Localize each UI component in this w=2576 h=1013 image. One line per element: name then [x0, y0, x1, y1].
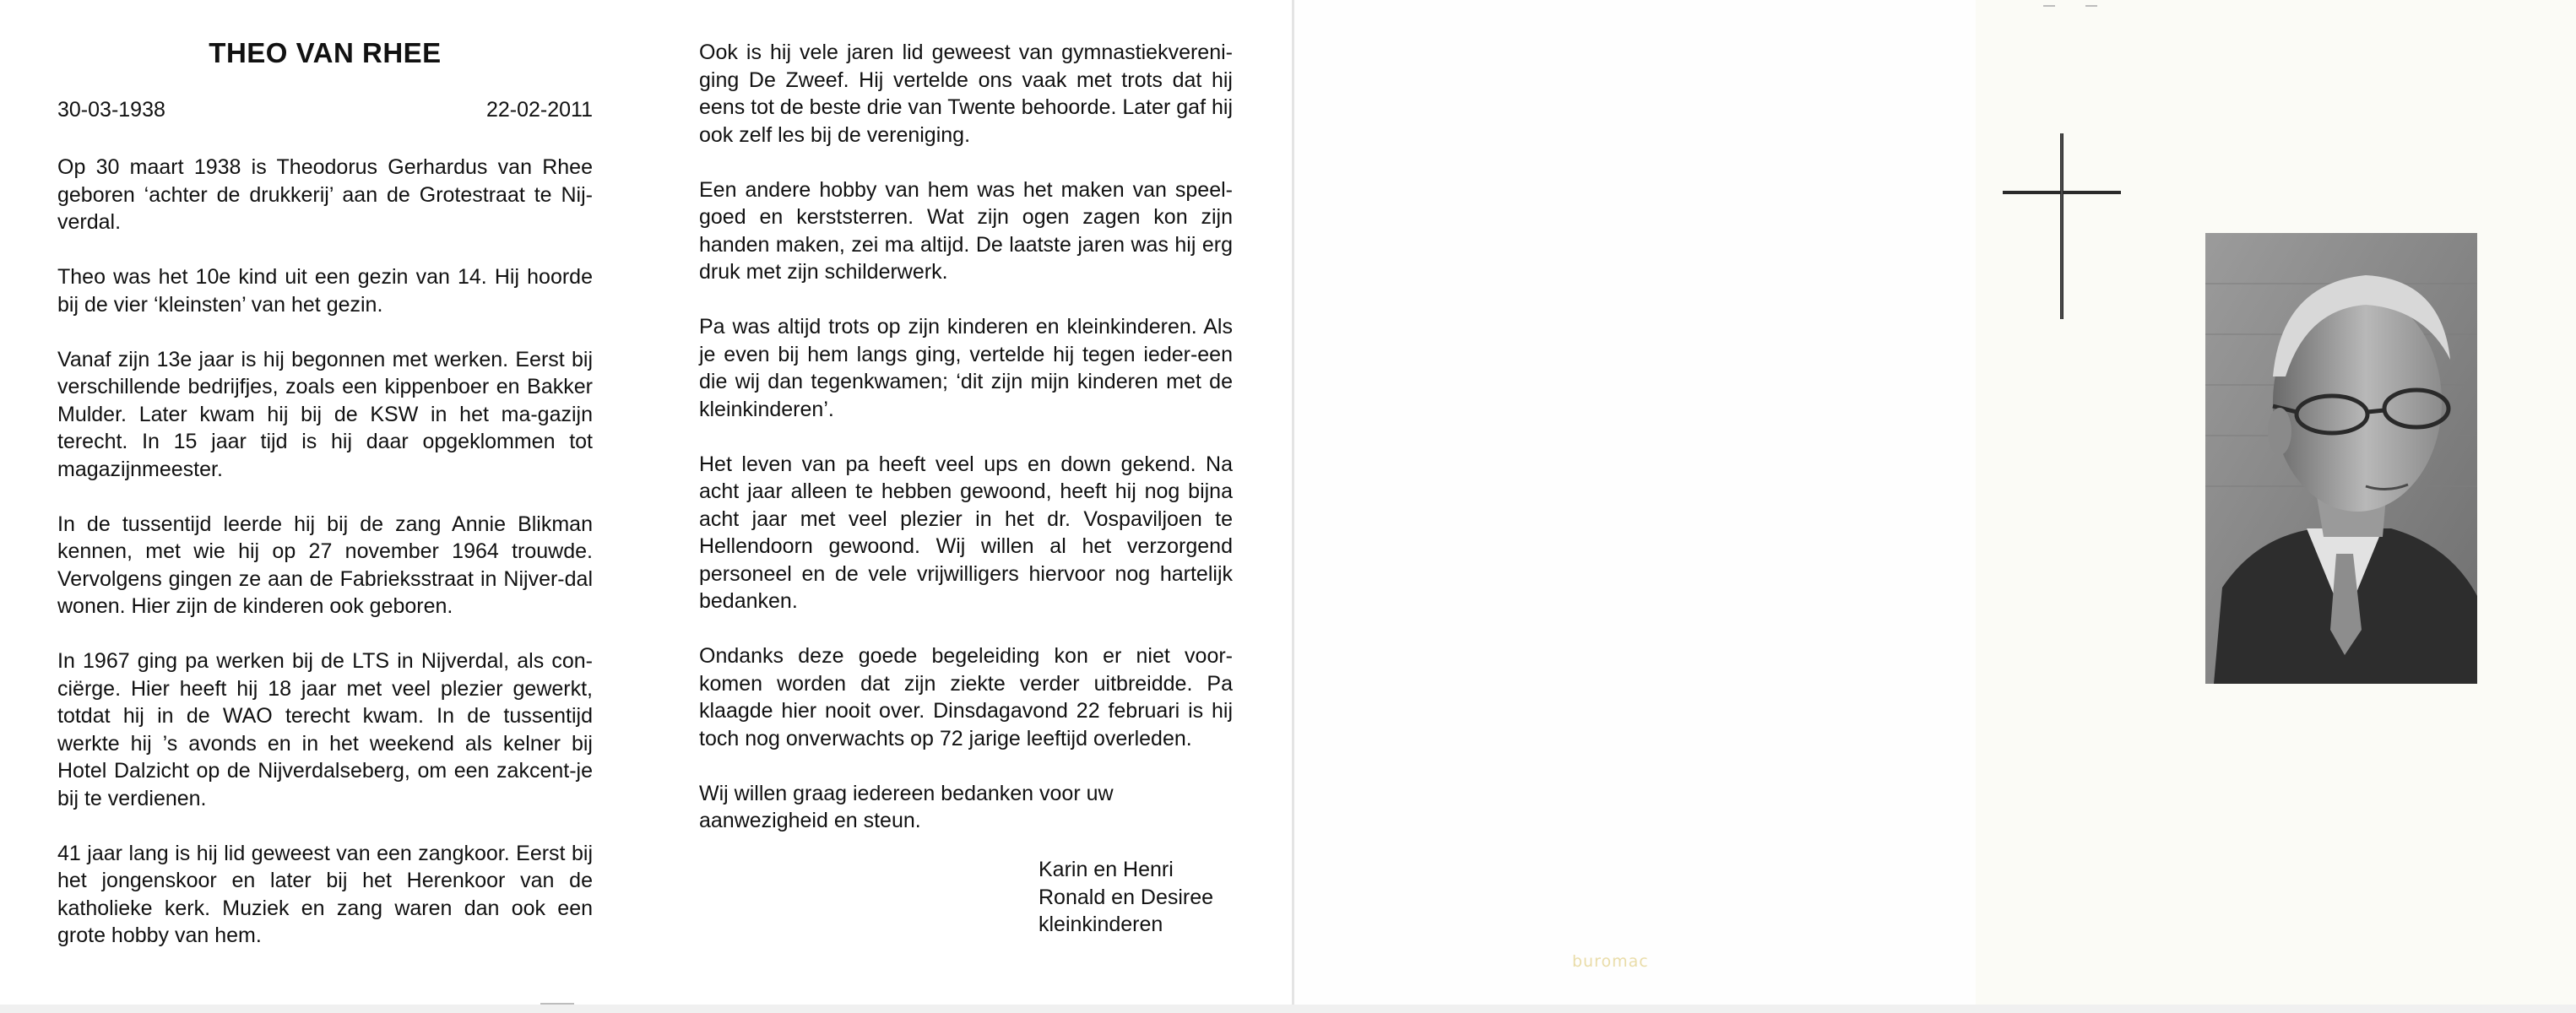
signoff-line: Ronald en Desiree	[1039, 885, 1214, 909]
biography-paragraph: 41 jaar lang is hij lid geweest van een zangkoor. Eerst bij het jongenskoor en later bij het Herenkoor van de katholieke kerk. Muziek en zang waren dan ook een grote hobby van hem.	[57, 841, 593, 947]
life-dates	[57, 98, 593, 125]
biography-paragraph: Het leven van pa heeft veel ups en down gekend. Na acht jaar alleen te hebben gewoond, heeft hij nog bijna acht jaar met veel plezier in het dr. Vospaviljoen te Hellendoorn gewoond. Wij willen al het verzorgend personeel en de vele vrijwilligers hiervoor nog hartelijk bedanken.	[699, 452, 1233, 613]
biography-paragraph: Op 30 maart 1938 is Theodorus Gerhardus van Rhee geboren ‘achter de drukkerij’ aan de Grotestraat te Nij-verdal.	[57, 155, 593, 234]
trim-mark	[540, 1003, 574, 1005]
trim-mark	[2085, 5, 2097, 7]
signoff-line: Karin en Henri	[1039, 858, 1174, 881]
trim-mark	[2043, 5, 2055, 7]
portrait-photo	[2205, 233, 2477, 684]
signoff-line: kleinkinderen	[1039, 913, 1163, 936]
biography-paragraph: In de tussentijd leerde hij bij de zang Annie Blikman kennen, met wie hij op 27 november 1964 trouwde. Vervolgens gingen ze aan de Fabrieksstraat in Nijver-dal wonen. Hier zijn de kinderen ook geboren.	[57, 512, 593, 618]
thank-you-text: Wij willen graag iedereen bedanken voor uw aanwezigheid en steun.	[699, 781, 1114, 832]
biography-left-column	[57, 154, 593, 977]
printer-watermark: buromac	[1572, 952, 1649, 971]
family-signoff	[1039, 856, 1213, 939]
biography-paragraph: Vanaf zijn 13e jaar is hij begonnen met werken. Eerst bij verschillende bedrijfjes, zoals een kippenboer en Bakker Mulder. Later kwam hij bij de KSW in het ma-gazijn terecht. In 15 jaar tijd is hij daar opgeklommen tot magazijnmeester.	[57, 347, 593, 481]
biography-paragraph: Theo was het 10e kind uit een gezin van 14. Hij hoorde bij de vier ‘kleinsten’ van het gezin.	[57, 265, 593, 317]
fold-line	[1292, 0, 1294, 1013]
biography-paragraph: Pa was altijd trots op zijn kinderen en kleinkinderen. Als je even bij hem langs ging, vertelde hij tegen ieder-een die wij dan tegenkwamen; ‘dit zijn mijn kinderen met de kleinkinderen’.	[699, 315, 1233, 421]
paper-bottom-edge	[0, 1005, 2576, 1013]
biography-paragraph: Ondanks deze goede begeleiding kon er niet voor-komen worden dat zijn ziekte verder uitbreidde. Pa klaagde hier nooit over. Dinsdagavond 22 februari is hij toch nog onverwachts op 72 jarige leeftijd overleden.	[699, 644, 1233, 750]
biography-right-column	[699, 39, 1233, 835]
deceased-name: THEO VAN RHEE	[209, 37, 442, 68]
birth-date: 30-03-1938	[57, 98, 165, 122]
death-date: 22-02-2011	[485, 98, 593, 122]
biography-paragraph: Ook is hij vele jaren lid geweest van gymnastiekvereni-ging De Zweef. Hij vertelde ons vaak met trots dat hij eens tot de beste drie van Twente behoorde. Later gaf hij ook zelf les bij de vereniging.	[699, 41, 1233, 147]
cross-icon	[2003, 133, 2121, 319]
biography-paragraph: Een andere hobby van hem was het maken van speel-goed en kerststerren. Wat zijn ogen zagen kon zijn handen maken, zei ma altijd. De laatste jaren was hij erg druk met zijn schilderwerk.	[699, 177, 1233, 284]
biography-paragraph: In 1967 ging pa werken bij de LTS in Nijverdal, als con-ciërge. Hier heeft hij 18 jaar met veel plezier gewerkt, totdat hij in de WAO terecht kwam. In de tussentijd werkte hij ’s avonds en in het weekend als kelner bij Hotel Dalzicht op de Nijverdalseberg, om een zakcent-je bij te verdienen.	[57, 649, 593, 810]
